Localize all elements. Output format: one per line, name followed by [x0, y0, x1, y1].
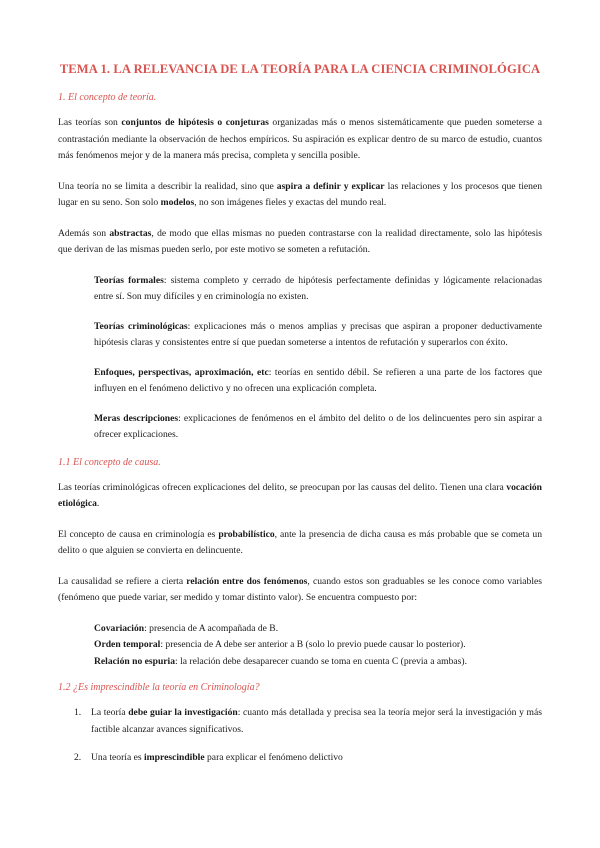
bold-term: probabilístico: [218, 528, 275, 540]
document-title: TEMA 1. LA RELEVANCIA DE LA TEORÍA PARA LA CIENCIA CRIMINOLÓGICA: [59, 62, 541, 76]
text-run: Una teoría es: [91, 752, 145, 763]
text-run: La teoría: [91, 707, 129, 718]
bold-term: modelos: [160, 197, 195, 208]
paragraph-teorias-definicion: [58, 115, 542, 165]
text-run: La causalidad se refiere a cierta: [58, 575, 187, 587]
bold-term: aspira a definir y explicar: [276, 180, 385, 192]
text-run: las relaciones y los procesos que tienen lugar en su seno. Son solo: [58, 180, 543, 208]
criterion-item: [94, 621, 542, 638]
text-run: El concepto de causa en criminología es: [58, 528, 219, 540]
text-run: , ante la presencia de dicha causa es más probable que se cometa un delito o que alguien se convierta en delincuente.: [58, 528, 542, 556]
paragraph-vocacion-etiologica: [58, 480, 542, 513]
list-item: [58, 705, 542, 738]
bold-term: Teorías formales: [94, 274, 164, 286]
theory-type-item: [94, 411, 542, 444]
bold-term: conjuntos de hipótesis o conjeturas: [121, 117, 269, 128]
text-run: , de modo que ellas mismas no pueden contrastarse con la realidad directamente, solo las hipótesis que derivan de las mismas pueden serlo, por este motivo se someten a refutación.: [58, 227, 543, 255]
bold-term: imprescindible: [144, 752, 205, 763]
text-run: Además son: [58, 227, 110, 239]
text-run: , cuando estos son graduables se les conoce como variables (fenómeno que puede variar, ser medido y tomar distinto valor). Se encuentra compuesto por:: [58, 575, 543, 603]
bold-term: Teorías criminológicas: [94, 320, 188, 332]
criterion-item: [94, 654, 542, 671]
text-run: : teorías en sentido débil. Se refieren a una parte de los factores que influyen en el fenómeno delictivo y no ofrecen una explicación completa.: [94, 366, 542, 394]
bold-term: Enfoques, perspectivas, aproximación, etc: [94, 366, 269, 378]
numbered-list: [58, 705, 542, 767]
bold-term: Covariación: [94, 622, 145, 634]
text-run: Las teorías son: [58, 117, 122, 128]
theory-type-item: [94, 319, 542, 352]
paragraph-teoria-explicar: [58, 179, 542, 212]
list-number: 1.: [74, 707, 82, 718]
text-run: : sistema completo y cerrado de hipótesis perfectamente definidas y lógicamente relacionadas entre sí. Son muy difíciles y en criminología no existen.: [94, 274, 543, 302]
text-run: : explicaciones de fenómenos en el ámbito del delito o de los delincuentes pero sin aspirar a ofrecer explicaciones.: [94, 412, 542, 440]
paragraph-causalidad: [58, 574, 542, 607]
causality-criteria: [94, 621, 542, 671]
text-run: Las teorías criminológicas ofrecen explicaciones del delito, se preocupan por las causas del delito. Tienen una clara: [58, 481, 507, 493]
bold-term: Meras descripciones: [94, 412, 179, 424]
text-run: : explicaciones más o menos amplias y precisas que aspiran a proponer deductivamente hipótesis claras y consistentes entre sí que puedan someterse a intentos de refutación y superarlos con éxito.: [94, 320, 542, 348]
text-run: Una teoría no se limita a describir la realidad, sino que: [58, 180, 277, 192]
text-run: : presencia de A acompañada de B.: [144, 622, 279, 634]
text-run: : la relación debe desaparecer cuando se toma en cuenta C (previa a ambas).: [175, 655, 467, 667]
bold-term: relación entre dos fenómenos: [186, 575, 308, 587]
bold-term: debe guiar la investigación: [128, 707, 238, 718]
bold-term: Orden temporal: [94, 639, 161, 650]
list-item: [58, 750, 542, 767]
text-run: para explicar el fenómeno delictivo: [204, 752, 343, 763]
section-heading-concepto-causa: 1.1 El concepto de causa.: [58, 456, 161, 468]
text-run: .: [96, 498, 100, 509]
section-heading-concepto-teoria: 1. El concepto de teoría.: [58, 92, 157, 103]
theory-type-item: [94, 273, 542, 306]
criterion-item: [94, 637, 542, 654]
theory-types-list: [58, 273, 542, 444]
list-number: 2.: [74, 752, 82, 763]
bold-term: abstractas: [109, 227, 152, 239]
text-run: , no son imágenes fieles y exactas del mundo real.: [194, 197, 387, 208]
paragraph-abstractas: [58, 226, 542, 259]
paragraph-probabilistico: [58, 527, 542, 560]
text-run: organizadas más o menos sistemáticamente que pueden someterse a contrastación mediante la observación de hechos empíricos. Su aspiración es explicar dentro de su marco de estudio, cuantos más fenómenos mejor y de la manera más precisa, completa y sencilla posible.: [58, 117, 542, 161]
bold-term: vocación etiológica: [58, 481, 542, 509]
text-run: : presencia de A debe ser anterior a B (solo lo previo puede causar lo posterior).: [160, 639, 466, 650]
bold-term: Relación no espuria: [94, 655, 176, 667]
theory-type-item: [94, 365, 542, 398]
text-run: : cuanto más detallada y precisa sea la teoría mejor será la investigación y más factible alcanzar avances significativos.: [91, 707, 542, 735]
section-heading-imprescindible: 1.2 ¿Es imprescindible la teoría en Criminología?: [58, 682, 260, 693]
